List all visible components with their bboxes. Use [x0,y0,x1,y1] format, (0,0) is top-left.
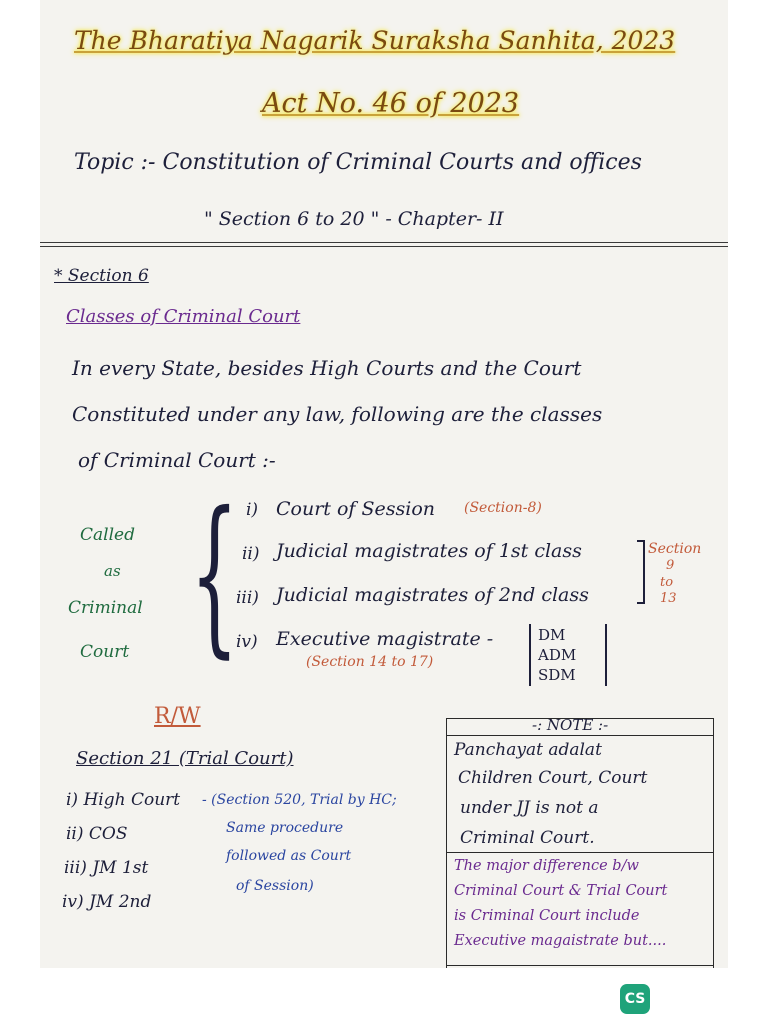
diff-line-1: The major difference b/w [454,858,639,874]
class-item-1-num: i) [246,500,259,520]
section-range: " Section 6 to 20 " - Chapter- II [204,208,504,230]
called-label-3: Criminal [68,598,143,618]
note-title-divider [447,735,713,736]
jm-note-3: to [660,575,674,590]
notebook-page [40,0,728,968]
curly-brace: { [190,476,239,674]
divider-top-2 [40,246,728,247]
class-item-3-num: iii) [236,588,259,608]
rw-item-2: ii) COS [66,824,128,844]
title-line-2: Act No. 46 of 2023 [262,88,520,119]
class-item-4-num: iv) [236,632,258,652]
rw-note-4: of Session) [236,878,314,894]
rw-note-1: - (Section 520, Trial by HC; [202,792,397,808]
note-line-2: Children Court, Court [458,768,648,788]
note-title: -: NOTE :- [532,716,609,734]
para-line-3: of Criminal Court :- [78,448,276,472]
topic-line: Topic :- Constitution of Criminal Courts and offices [74,150,642,175]
called-label-1: Called [80,525,135,545]
title-line-1: The Bharatiya Nagarik Suraksha Sanhita, 2023 [74,26,676,55]
class-item-4-text: Executive magistrate - [276,628,494,650]
called-label-2: as [104,562,121,580]
exec-adm: ADM [538,646,577,664]
note-bottom-divider [447,965,713,966]
jm-note-1: Section [648,541,702,557]
class-item-1-note: (Section-8) [464,500,542,516]
jm-note-2: 9 [666,558,675,573]
rw-label: R/W [154,704,201,729]
rw-item-3: iii) JM 1st [64,858,149,878]
exec-sdm: SDM [538,666,576,684]
jm-bracket [637,540,645,604]
rw-heading: Section 21 (Trial Court) [76,748,294,769]
para-line-2: Constituted under any law, following are the classes [72,402,603,426]
rw-item-1: i) High Court [66,790,181,810]
exec-section-note: (Section 14 to 17) [306,654,434,670]
jm-note-4: 13 [660,591,677,606]
class-item-1-text: Court of Session [276,498,435,520]
class-item-3-text: Judicial magistrates of 2nd class [276,584,589,606]
note-line-4: Criminal Court. [460,828,595,848]
note-line-3: under JJ is not a [460,798,599,818]
diff-line-2: Criminal Court & Trial Court [454,883,668,899]
called-label-4: Court [80,642,130,662]
rw-item-4: iv) JM 2nd [62,892,152,912]
para-line-1: In every State, besides High Courts and the Court [72,356,582,380]
exec-dm: DM [538,626,566,644]
note-mid-divider [447,852,713,853]
class-item-2-text: Judicial magistrates of 1st class [276,540,582,562]
diff-line-4: Executive magaistrate but.... [454,933,667,949]
divider-top [40,242,728,243]
section6-heading: * Section 6 [54,266,149,286]
rw-note-3: followed as Court [226,848,352,864]
section6-subheading: Classes of Criminal Court [66,306,301,327]
note-line-1: Panchayat adalat [454,740,602,760]
rw-note-2: Same procedure [226,820,344,836]
diff-line-3: is Criminal Court include [454,908,640,924]
class-item-2-num: ii) [242,544,260,564]
camscanner-logo: CS [620,984,650,1014]
